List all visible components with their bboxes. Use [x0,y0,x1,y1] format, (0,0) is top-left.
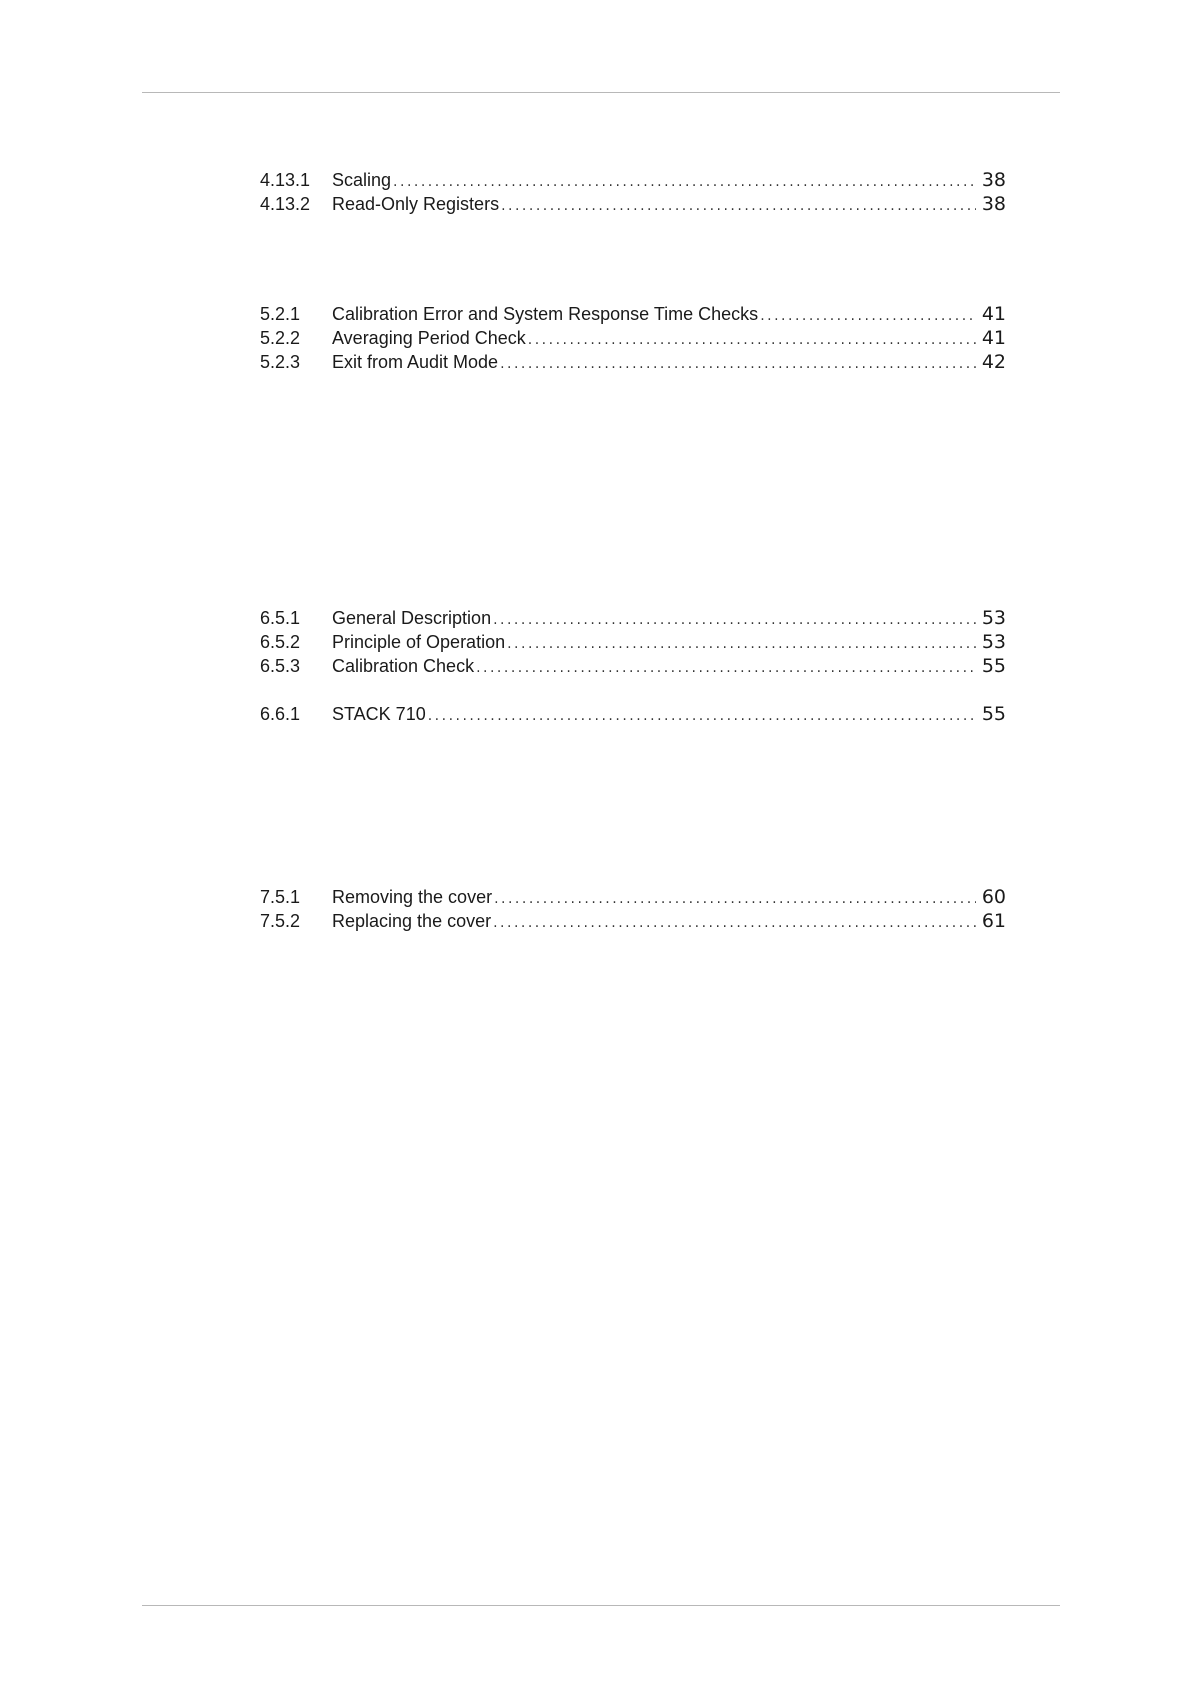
dot-leader [428,708,976,724]
dot-leader [501,198,976,214]
toc-number: 7.5.1 [260,887,301,907]
toc-number: 5.2.3 [260,352,301,372]
toc-title: Principle of Operation [332,632,506,652]
toc-entry[interactable] [260,631,1006,657]
toc-page-number: 53 [981,631,1006,653]
toc-page-number: 38 [981,193,1006,215]
toc-title: Read-Only Registers [332,194,500,214]
toc-page-number: 61 [981,910,1006,932]
toc-title: Replacing the cover [332,911,492,931]
toc-title: Calibration Check [332,656,475,676]
toc-number: 7.5.2 [260,911,301,931]
toc-title: Removing the cover [332,887,493,907]
toc-entry[interactable] [260,607,1006,633]
dot-leader [500,356,976,372]
toc-title: Exit from Audit Mode [332,352,499,372]
toc-title: STACK 710 [332,704,426,724]
toc-entry[interactable] [260,169,1006,195]
dot-leader [476,660,976,676]
toc-page-number: 55 [981,655,1006,677]
toc-page-number: 60 [981,886,1006,908]
dot-leader [494,891,976,907]
header-rule [142,92,1060,93]
footer-rule [142,1605,1060,1606]
toc-number: 6.6.1 [260,704,301,724]
toc-entry[interactable] [260,886,1006,912]
toc-number: 5.2.1 [260,304,301,324]
toc-number: 5.2.2 [260,328,301,348]
dot-leader [393,174,976,190]
toc-page-number: 41 [981,327,1006,349]
toc-entry[interactable] [260,193,1006,219]
dot-leader [760,308,976,324]
toc-page-number: 53 [981,607,1006,629]
toc-page-number: 38 [981,169,1006,191]
dot-leader [493,915,976,931]
toc-entry[interactable] [260,351,1006,377]
toc-entry[interactable] [260,910,1006,936]
dot-leader [528,332,976,348]
toc-number: 4.13.2 [260,194,311,214]
toc-number: 6.5.2 [260,632,301,652]
toc-entry[interactable] [260,703,1006,729]
toc-number: 6.5.1 [260,608,301,628]
toc-entry[interactable] [260,655,1006,681]
toc-title: Calibration Error and System Response Time Checks [332,304,759,324]
toc-page-number: 42 [981,351,1006,373]
toc-page-number: 41 [981,303,1006,325]
dot-leader [493,612,976,628]
toc-number: 4.13.1 [260,170,311,190]
toc-entry[interactable] [260,303,1006,329]
toc-title: General Description [332,608,492,628]
toc-entry[interactable] [260,327,1006,353]
toc-page-number: 55 [981,703,1006,725]
toc-number: 6.5.3 [260,656,301,676]
toc-title: Scaling [332,170,392,190]
dot-leader [507,636,976,652]
toc-title: Averaging Period Check [332,328,526,348]
